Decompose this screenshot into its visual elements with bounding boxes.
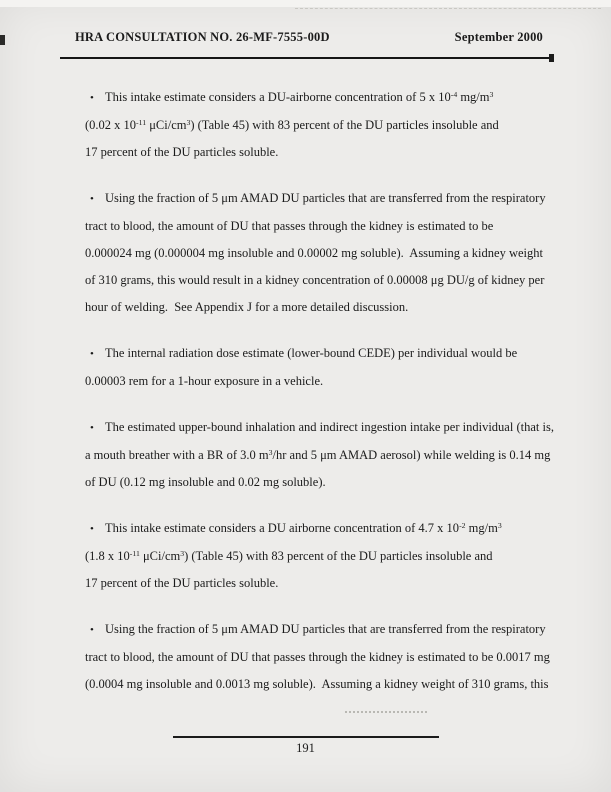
bullet-item: [85, 185, 561, 321]
text-segment: /hr and 5 μm AMAD aerosol) while welding is 0.14 mg: [272, 448, 551, 462]
text-segment: ) (Table 45) with 83 percent of the DU particles insoluble and: [184, 549, 493, 563]
text-line: [85, 469, 561, 496]
text-line: [85, 213, 561, 240]
scan-artifact: [0, 35, 5, 45]
superscript-segment: 3: [180, 549, 185, 559]
text-segment: (0.0004 mg insoluble and 0.0013 mg soluble). Assuming a kidney weight of 310 grams, this: [85, 677, 549, 691]
text-segment: tract to blood, the amount of DU that passes through the kidney is estimated to be: [85, 219, 494, 233]
text-segment: mg/m: [465, 521, 498, 535]
text-segment: This intake estimate considers a DU-airborne concentration of 5 x 10: [105, 90, 451, 104]
text-line: [85, 414, 561, 442]
header-title: HRA CONSULTATION NO. 26-MF-7555-00D: [75, 30, 330, 44]
text-segment: tract to blood, the amount of DU that passes through the kidney is estimated to be 0.0017 mg: [85, 650, 550, 664]
text-segment: 0.00003 rem for a 1-hour exposure in a vehicle.: [85, 374, 324, 388]
text-line: [85, 442, 561, 469]
bullet-marker: •: [90, 193, 94, 205]
superscript-segment: -11: [136, 118, 147, 128]
text-segment: The internal radiation dose estimate (lower-bound CEDE) per individual would be: [105, 346, 518, 360]
text-line: [85, 616, 561, 644]
text-segment: The estimated upper-bound inhalation and indirect ingestion intake per individual (that is,: [105, 420, 554, 434]
text-line: [85, 368, 561, 395]
text-segment: (1.8 x 10: [85, 549, 130, 563]
scan-artifact: [295, 8, 601, 9]
text-segment: 17 percent of the DU particles soluble.: [85, 576, 279, 590]
header-date: September 2000: [454, 30, 543, 44]
bullet-marker: •: [90, 348, 94, 360]
text-segment: 17 percent of the DU particles soluble.: [85, 145, 279, 159]
text-line: [85, 294, 561, 321]
superscript-segment: 3: [497, 521, 502, 531]
text-segment: Using the fraction of 5 μm AMAD DU particles that are transferred from the respiratory: [105, 622, 546, 636]
text-segment: ) (Table 45) with 83 percent of the DU particles insoluble and: [190, 118, 499, 132]
text-line: [85, 112, 561, 139]
text-line: [85, 570, 561, 597]
text-line: [85, 185, 561, 213]
text-segment: (0.02 x 10: [85, 118, 137, 132]
text-line: [85, 543, 561, 570]
page-number: 191: [296, 741, 315, 755]
text-segment: of 310 grams, this would result in a kidney concentration of 0.00008 μg DU/g of kidney per: [85, 273, 545, 287]
superscript-segment: 3: [489, 90, 494, 100]
text-segment: μCi/cm: [139, 549, 181, 563]
bullet-list: [85, 84, 561, 717]
text-line: [85, 139, 561, 166]
superscript-segment: 3: [268, 448, 273, 458]
text-segment: mg/m: [457, 90, 490, 104]
text-segment: hour of welding. See Appendix J for a more detailed discussion.: [85, 300, 409, 314]
bullet-item: [85, 340, 561, 395]
text-segment: μCi/cm: [146, 118, 187, 132]
text-segment: a mouth breather with a BR of 3.0 m: [85, 448, 269, 462]
page-header: [75, 30, 543, 45]
bullet-marker: •: [90, 92, 94, 104]
text-line: [85, 240, 561, 267]
scan-artifact: [549, 54, 554, 62]
footer-rule: [173, 736, 439, 738]
text-segment: of DU (0.12 mg insoluble and 0.02 mg soluble).: [85, 475, 326, 489]
text-line: [85, 644, 561, 671]
bullet-marker: •: [90, 523, 94, 535]
superscript-segment: 3: [186, 118, 191, 128]
bullet-item: [85, 84, 561, 166]
text-line: [85, 671, 561, 698]
superscript-segment: -4: [450, 90, 458, 100]
bullet-marker: •: [90, 624, 94, 636]
text-line: [85, 340, 561, 368]
text-line: [85, 515, 561, 543]
bullet-item: [85, 414, 561, 496]
text-segment: This intake estimate considers a DU airborne concentration of 4.7 x 10: [105, 521, 460, 535]
text-line: [85, 267, 561, 294]
scan-artifact: [345, 711, 427, 713]
superscript-segment: -11: [129, 549, 140, 559]
header-rule: [60, 57, 549, 59]
bullet-item: [85, 515, 561, 597]
text-segment: 0.000024 mg (0.000004 mg insoluble and 0.00002 mg soluble). Assuming a kidney weight: [85, 246, 543, 260]
bullet-marker: •: [90, 422, 94, 434]
superscript-segment: -2: [459, 521, 466, 531]
text-segment: Using the fraction of 5 μm AMAD DU particles that are transferred from the respiratory: [105, 191, 546, 205]
scan-artifact: [0, 0, 611, 7]
text-line: [85, 84, 561, 112]
page-footer: [0, 736, 611, 756]
bullet-item: [85, 616, 561, 698]
